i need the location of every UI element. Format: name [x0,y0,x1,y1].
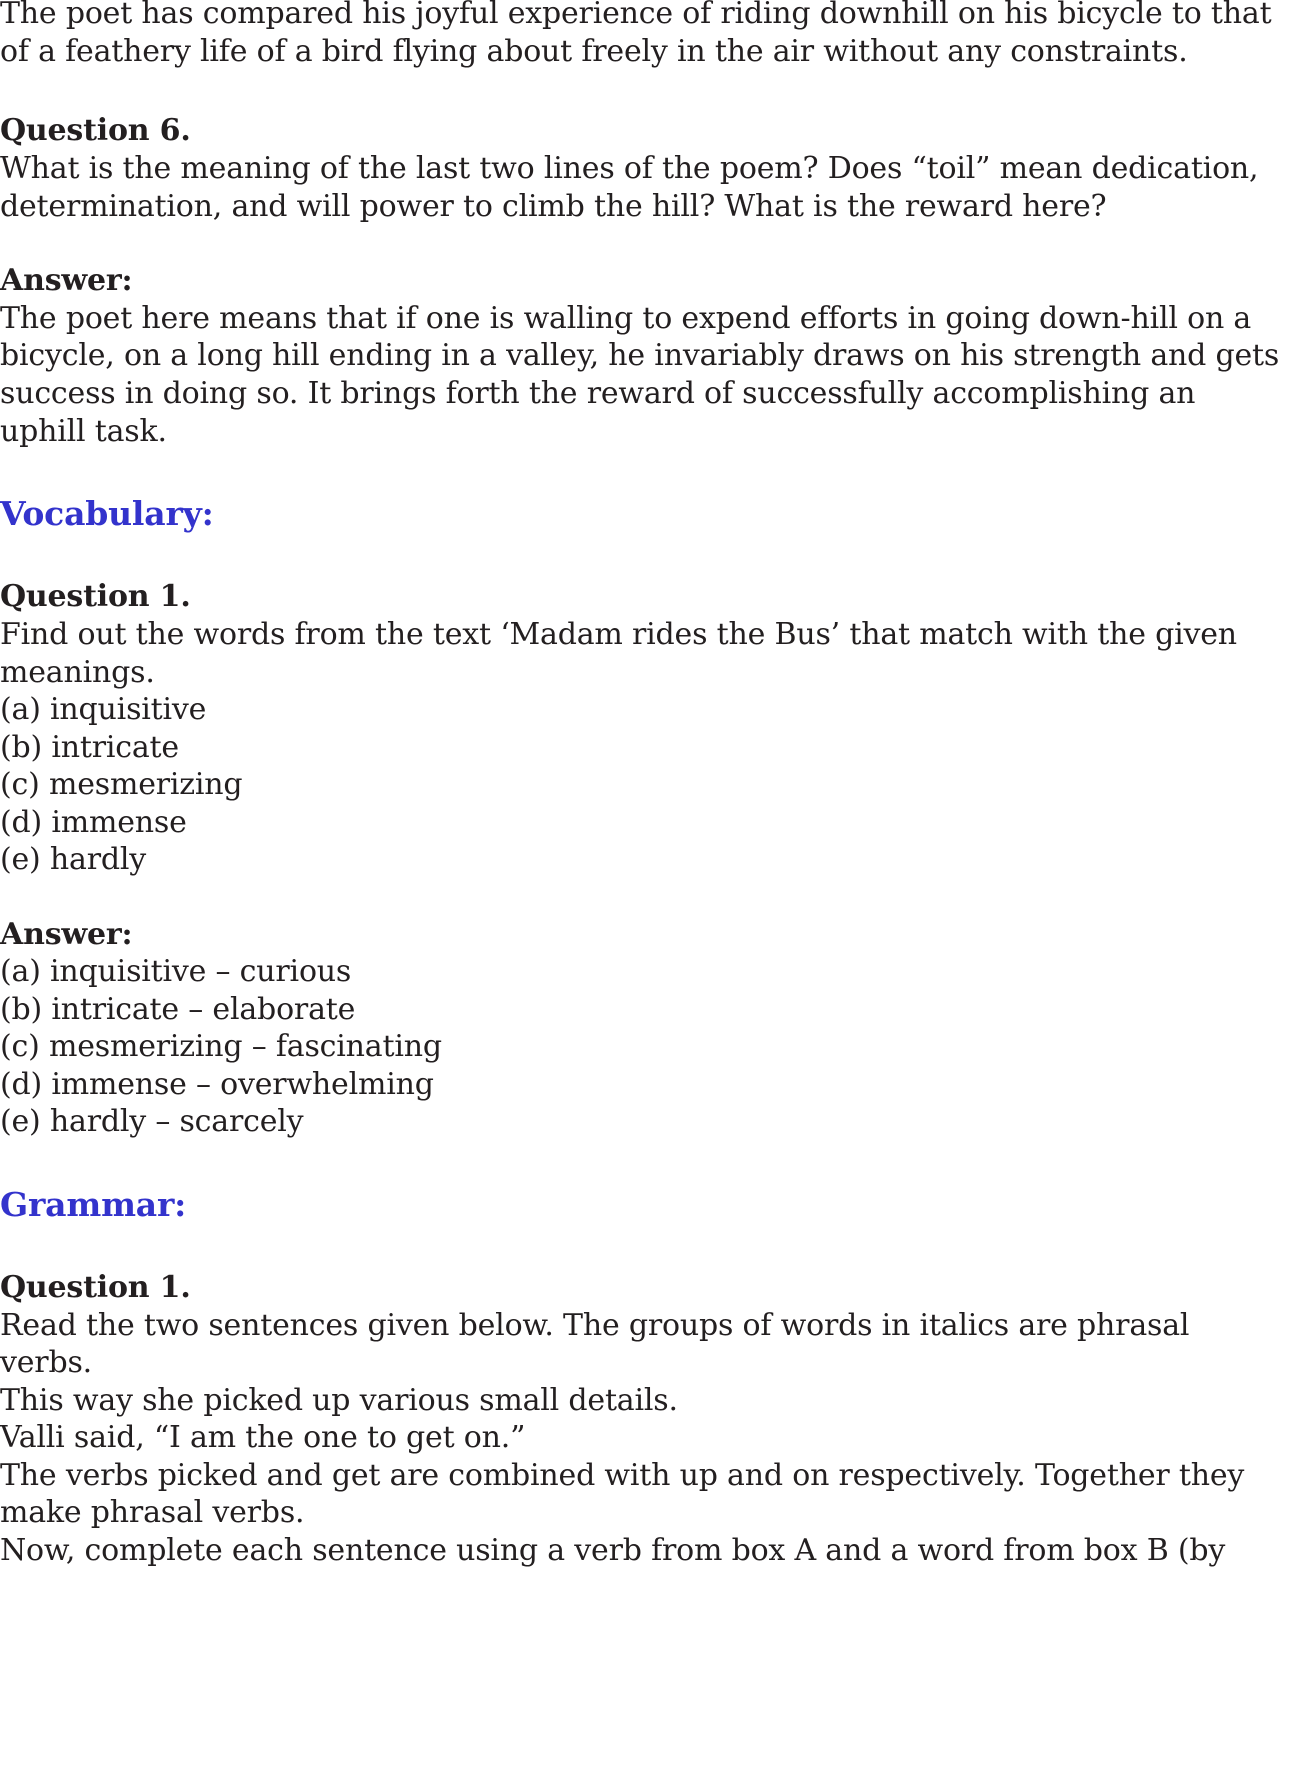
question-6-text-line-2: determination, and will power to climb the hill? What is the reward here? [0,189,1107,224]
question-6-answer-line-4: uphill task. [0,414,167,449]
vocabulary-answer-b: (b) intricate – elaborate [0,992,356,1027]
vocabulary-heading: Vocabulary: [0,494,214,533]
vocabulary-item-d: (d) immense [0,805,187,840]
vocabulary-item-c: (c) mesmerizing [0,767,243,802]
grammar-question-1-title: Question 1. [0,1270,191,1305]
question-6-answer-line-3: success in doing so. It brings forth the reward of successfully accomplishing an [0,376,1196,411]
grammar-question-1-line-1: Read the two sentences given below. The groups of words in italics are phrasal [0,1308,1190,1343]
question-6-answer-line-1: The poet here means that if one is walling to expend efforts in going down-hill on a [0,301,1252,336]
vocabulary-answer-c: (c) mesmerizing – fascinating [0,1029,442,1064]
grammar-question-1-line-2: verbs. [0,1345,92,1380]
grammar-heading: Grammar: [0,1185,187,1224]
question-6-answer-line-2: bicycle, on a long hill ending in a valley, he invariably draws on his strength and gets [0,338,1280,373]
vocabulary-question-1-title: Question 1. [0,579,191,614]
vocabulary-answer-d: (d) immense – overwhelming [0,1067,434,1102]
question-6-answer-label: Answer: [0,263,133,298]
question-6-text-line-1: What is the meaning of the last two lines of the poem? Does “toil” mean dedication, [0,151,1259,186]
grammar-question-1-line-7: Now, complete each sentence using a verb from box A and a word from box B (by [0,1533,1226,1568]
vocabulary-answer-label: Answer: [0,917,133,952]
vocabulary-item-a: (a) inquisitive [0,692,207,727]
grammar-question-1-line-4: Valli said, “I am the one to get on.” [0,1420,526,1455]
intro-line-1: The poet has compared his joyful experience of riding downhill on his bicycle to that [0,0,1272,31]
vocabulary-answer-e: (e) hardly – scarcely [0,1104,304,1139]
vocabulary-item-b: (b) intricate [0,730,179,765]
grammar-question-1-line-3: This way she picked up various small details. [0,1383,678,1418]
vocabulary-item-e: (e) hardly [0,842,146,877]
grammar-question-1-line-6: make phrasal verbs. [0,1495,305,1530]
vocabulary-question-1-line-2: meanings. [0,655,155,690]
intro-line-2: of a feathery life of a bird flying about freely in the air without any constraints. [0,34,1188,69]
question-6-title: Question 6. [0,113,191,148]
vocabulary-question-1-line-1: Find out the words from the text ‘Madam rides the Bus’ that match with the given [0,617,1237,652]
grammar-question-1-line-5: The verbs picked and get are combined with up and on respectively. Together they [0,1458,1245,1493]
vocabulary-answer-a: (a) inquisitive – curious [0,954,352,989]
